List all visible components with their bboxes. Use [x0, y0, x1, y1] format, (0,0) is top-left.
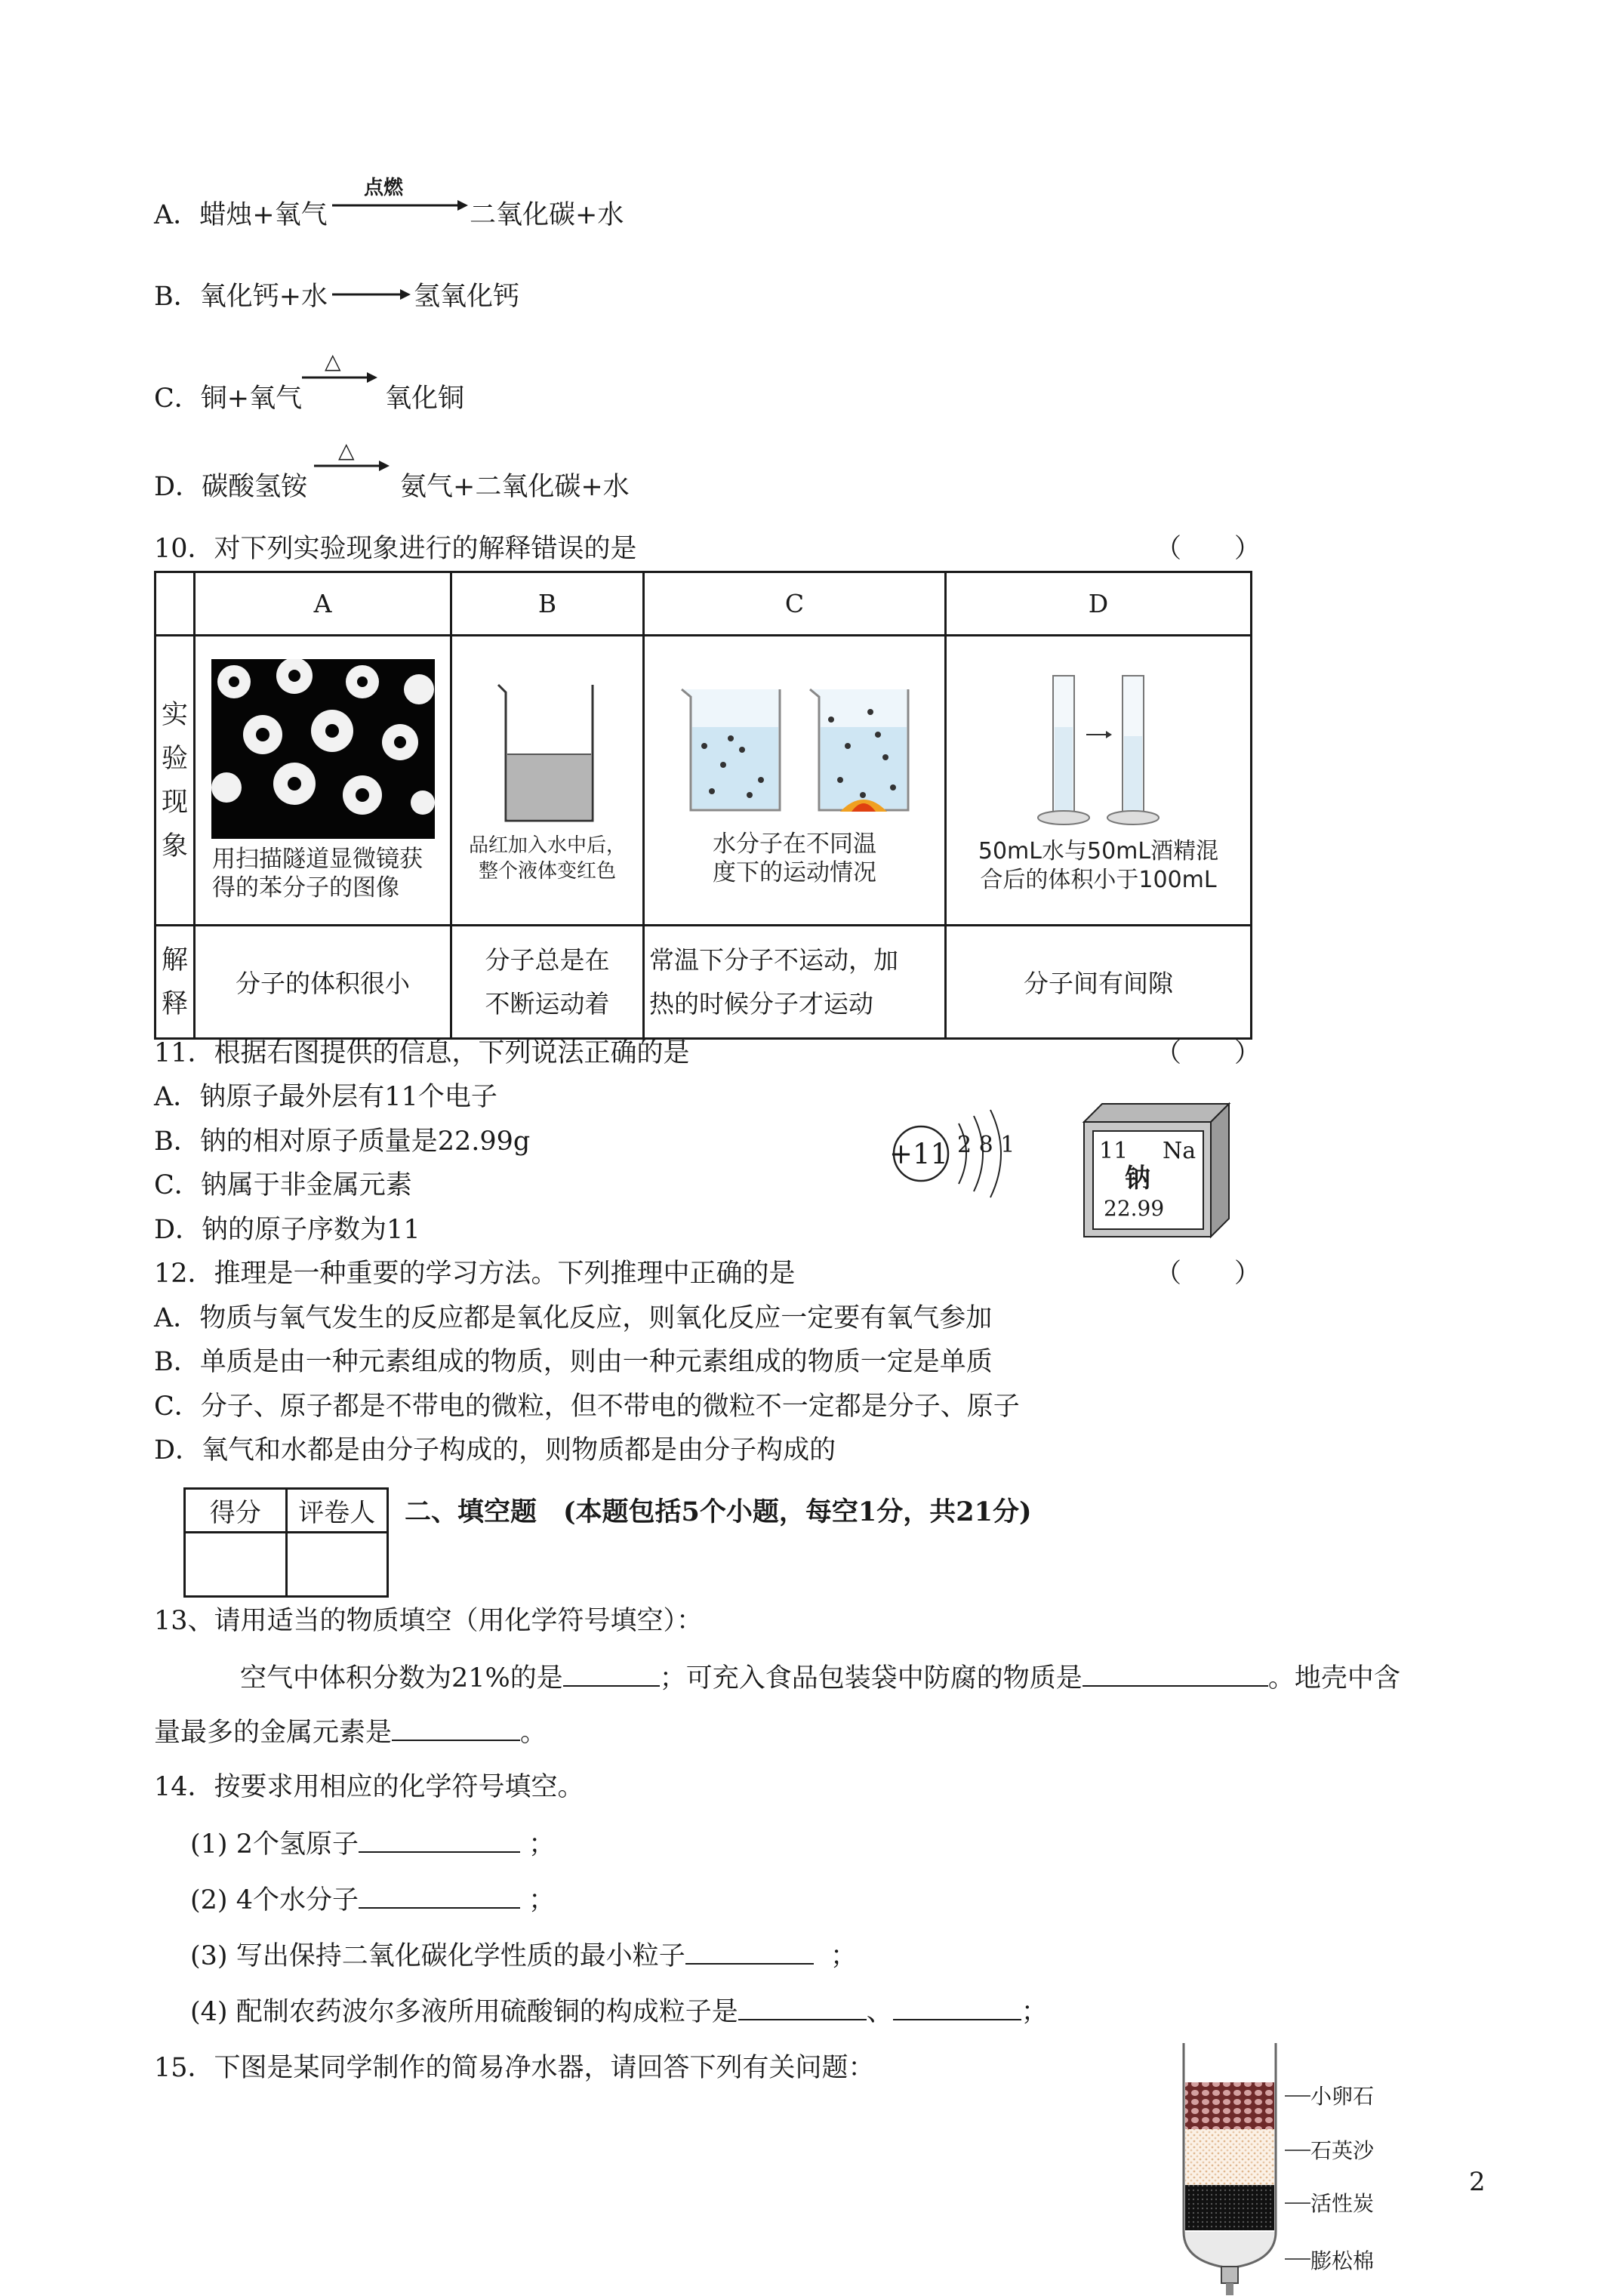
answer-blank[interactable]: [563, 1661, 660, 1687]
grader-label: 评卷人: [286, 1489, 388, 1533]
col-header: C: [644, 572, 946, 636]
answer-bracket: （ ）: [1155, 534, 1261, 564]
option-11a: A．钠原子最外层有11个电子: [154, 1082, 497, 1112]
option-prefix: A．: [154, 200, 200, 230]
option-11c: C．钠属于非金属元素: [154, 1170, 412, 1200]
answer-blank[interactable]: [1083, 1661, 1268, 1687]
products: 氧化铜: [385, 384, 465, 414]
condition-heat: △: [325, 349, 341, 374]
option-12d: D．氧气和水都是由分子构成的，则物质都是由分子构成的: [154, 1435, 836, 1465]
water-purifier-diagram: [1169, 2043, 1289, 2296]
experiment-table: [154, 571, 1252, 1040]
caption-line: 合后的体积小于100mL: [980, 866, 1217, 893]
graduated-cylinders: [1023, 667, 1174, 833]
col-header: D: [946, 572, 1252, 636]
explain-a: 分子的体积很小: [195, 926, 451, 1039]
question-12: 12．推理是一种重要的学习方法。下列推理中正确的是: [154, 1259, 796, 1289]
caption-line: 度下的运动情况: [713, 858, 876, 886]
option-prefix: C．: [154, 384, 201, 414]
score-box: [183, 1487, 389, 1598]
products: 氨气+二氧化碳+水: [400, 472, 630, 502]
reaction-arrow: [314, 458, 390, 473]
col-header: B: [451, 572, 644, 636]
col-header: A: [195, 572, 451, 636]
q14-item-3: (3) 写出保持二氧化碳化学性质的最小粒子 ；: [190, 1939, 857, 1972]
option-prefix: B．: [154, 282, 200, 312]
electron-shells: 2 8 1: [957, 1132, 1015, 1158]
score-label: 得分: [185, 1489, 287, 1533]
answer-blank[interactable]: [359, 1883, 520, 1909]
reaction-arrow: [332, 287, 411, 302]
q13-line2: 量最多的金属元素是 。: [154, 1715, 547, 1749]
grader-field: [286, 1533, 388, 1597]
layer-label-sand: 石英沙: [1310, 2138, 1375, 2163]
answer-blank[interactable]: [392, 1715, 520, 1741]
cell-b-image: [451, 636, 644, 926]
caption-line: 用扫描隧道显微镜获: [212, 845, 423, 873]
caption-line: 整个液体变红色: [478, 859, 616, 883]
corner-cell: [156, 572, 195, 636]
option-12a: A．物质与氧气发生的反应都是氧化反应，则氧化反应一定要有氧气参加: [154, 1303, 993, 1333]
nucleus-charge: +11: [889, 1138, 949, 1170]
q14-item-1: (1) 2个氢原子 ；: [190, 1827, 555, 1860]
cell-d-image: [946, 636, 1252, 926]
condition-heat: △: [338, 438, 355, 463]
layer-label-carbon: 活性炭: [1310, 2191, 1375, 2216]
caption-line: 50mL水与50mL酒精混: [978, 837, 1219, 864]
option-9a: [154, 199, 328, 231]
explain-c: 常温下分子不运动，加 热的时候分子才运动: [644, 926, 946, 1039]
option-12c: C．分子、原子都是不带电的微粒，但不带电的微粒不一定都是分子、原子: [154, 1391, 1020, 1422]
question-11: 11．根据右图提供的信息，下列说法正确的是: [154, 1038, 690, 1068]
reactants: 碳酸氢铵: [202, 472, 308, 502]
element-symbol: Na: [1163, 1138, 1196, 1164]
row-label-phenomenon: 实 验 现 象: [156, 636, 195, 926]
q14-item-2: (2) 4个水分子 ；: [190, 1883, 555, 1916]
option-9d: [154, 471, 307, 503]
row-label-explanation: 解 释: [156, 926, 195, 1039]
score-field: [185, 1533, 287, 1597]
water-molecules-beakers: [659, 674, 931, 825]
reactants: 铜+氧气: [200, 384, 303, 414]
benzene-stm-image: [211, 659, 435, 839]
option-11d: D．钠的原子序数为11: [154, 1215, 420, 1245]
option-prefix: D．: [154, 472, 202, 502]
condition-ignite: 点燃: [364, 177, 404, 199]
page-number: 2: [1469, 2167, 1486, 2197]
answer-blank[interactable]: [738, 1995, 867, 2020]
cell-c-image: [644, 636, 946, 926]
question-13: 13、请用适当的物质填空（用化学符号填空）：: [154, 1606, 704, 1636]
caption-line: 品红加入水中后，: [468, 834, 626, 857]
beaker-red-liquid: [479, 677, 615, 828]
reaction-arrow: [302, 370, 377, 385]
question-10: 10．对下列实验现象进行的解释错误的是: [154, 534, 637, 564]
option-11b: B．钠的相对原子质量是22.99g: [154, 1126, 531, 1157]
option-9b: [154, 281, 328, 313]
question-15: 15．下图是某同学制作的简易净水器，请回答下列有关问题：: [154, 2053, 875, 2083]
answer-blank[interactable]: [893, 1995, 1021, 2020]
answer-blank[interactable]: [685, 1939, 814, 1965]
reaction-arrow: [332, 198, 468, 213]
caption-line: 得的苯分子的图像: [212, 874, 399, 901]
q13-line1: 空气中体积分数为21%的是 ；可充入食品包装袋中防腐的物质是 。地壳中含: [240, 1661, 1400, 1694]
products: 二氧化碳+水: [470, 200, 624, 230]
label-leader-lines: [1285, 2084, 1315, 2265]
question-14: 14．按要求用相应的化学符号填空。: [154, 1772, 584, 1802]
option-9c: [154, 383, 302, 415]
explain-d: 分子间有间隙: [946, 926, 1252, 1039]
option-12b: B．单质是由一种元素组成的物质，则由一种元素组成的物质一定是单质: [154, 1347, 993, 1377]
explain-b: 分子总是在 不断运动着: [451, 926, 644, 1039]
atomic-mass: 22.99: [1104, 1196, 1165, 1221]
answer-bracket: （ ）: [1155, 1259, 1261, 1289]
answer-blank[interactable]: [359, 1827, 520, 1853]
section-title: 二、填空题 (本题包括5个小题，每空1分，共21分): [405, 1496, 1032, 1527]
layer-label-cotton: 膨松棉: [1310, 2248, 1375, 2273]
answer-bracket: （ ）: [1155, 1038, 1261, 1068]
element-name: 钠: [1125, 1163, 1150, 1194]
q14-item-4: (4) 配制农药波尔多液所用硫酸铜的构成粒子是 、 ；: [190, 1995, 1048, 2028]
layer-label-pebble: 小卵石: [1310, 2084, 1375, 2109]
products: 氢氧化钙: [414, 282, 520, 312]
reactants: 氧化钙+水: [199, 282, 328, 312]
atomic-number: 11: [1099, 1138, 1129, 1164]
cell-a-image: [195, 636, 451, 926]
reactants: 蜡烛+氧气: [199, 200, 328, 230]
caption-line: 水分子在不同温: [713, 830, 876, 858]
